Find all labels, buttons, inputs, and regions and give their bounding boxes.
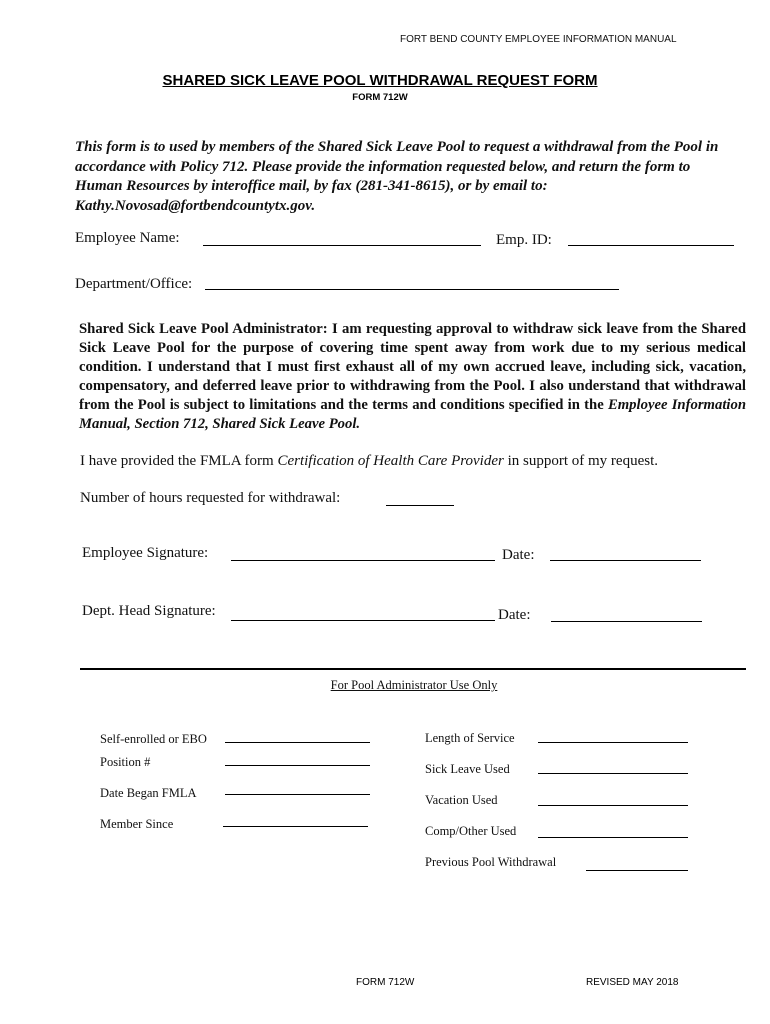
admin-date-began-fmla-field[interactable] xyxy=(225,794,370,795)
dept-head-date-label: Date: xyxy=(498,607,531,623)
fmla-statement-end: in support of my request. xyxy=(503,453,658,469)
employee-name-field[interactable] xyxy=(203,245,481,246)
admin-length-of-service-field[interactable] xyxy=(538,742,688,743)
admin-sick-leave-used-field[interactable] xyxy=(538,773,688,774)
dept-head-signature-field[interactable] xyxy=(231,620,495,621)
emp-id-field[interactable] xyxy=(568,245,734,246)
hours-label: Number of hours requested for withdrawal: xyxy=(80,490,341,506)
employee-signature-label: Employee Signature: xyxy=(82,545,209,561)
form-title: SHARED SICK LEAVE POOL WITHDRAWAL REQUEST FORM xyxy=(162,72,598,89)
department-label: Department/Office: xyxy=(75,276,193,292)
admin-date-began-fmla-label: Date Began FMLA xyxy=(100,786,197,800)
footer-form-code: FORM 712W xyxy=(356,977,415,988)
request-statement-reference: Employee Information Manual, Section 712, Shared Sick Leave Pool. xyxy=(79,397,746,432)
admin-length-of-service-label: Length of Service xyxy=(425,731,515,745)
employee-date-field[interactable] xyxy=(550,560,701,561)
admin-member-since-label: Member Since xyxy=(100,817,174,831)
admin-comp-other-used-label: Comp/Other Used xyxy=(425,824,517,838)
form-code: FORM 712W xyxy=(352,92,408,103)
admin-position-field[interactable] xyxy=(225,765,370,766)
admin-member-since-field[interactable] xyxy=(223,826,368,827)
fmla-statement xyxy=(80,453,658,470)
admin-comp-other-used-field[interactable] xyxy=(538,837,688,838)
admin-position-label: Position # xyxy=(100,755,151,769)
footer-revised-date: REVISED MAY 2018 xyxy=(586,977,679,988)
admin-vacation-used-field[interactable] xyxy=(538,805,688,806)
emp-id-label: Emp. ID: xyxy=(496,232,552,248)
hours-field[interactable] xyxy=(386,505,454,506)
admin-vacation-used-label: Vacation Used xyxy=(425,793,498,807)
request-statement xyxy=(79,320,746,434)
admin-self-enrolled-label: Self-enrolled or EBO xyxy=(100,732,207,746)
dept-head-date-field[interactable] xyxy=(551,621,702,622)
dept-head-signature-label: Dept. Head Signature: xyxy=(82,603,216,619)
department-field[interactable] xyxy=(205,289,619,290)
intro-instructions: This form is to used by members of the Shared Sick Leave Pool to request a withdrawal from the Pool in accordance with Policy 712. Please provide the information requested below, and return the form to Human Resources by interoffice mail, by fax (281-341-8615), or by email to: Kathy.Novosad@fortbendcountytx.gov. xyxy=(75,139,719,214)
admin-sick-leave-used-label: Sick Leave Used xyxy=(425,762,510,776)
employee-name-label: Employee Name: xyxy=(75,230,180,246)
fmla-statement-start: I have provided the FMLA form xyxy=(80,453,278,469)
employee-date-label: Date: xyxy=(502,547,535,563)
employee-signature-field[interactable] xyxy=(231,560,495,561)
fmla-certification-reference: Certification of Health Care Provider xyxy=(277,453,504,469)
admin-previous-pool-withdrawal-label: Previous Pool Withdrawal xyxy=(425,855,557,869)
admin-self-enrolled-field[interactable] xyxy=(225,742,370,743)
request-statement-body: Shared Sick Leave Pool Administrator: I am requesting approval to withdraw sick leave from the Shared Sick Leave Pool for the purpose of covering time spent away from work due to my serious medical condition. I understand that I must first exhaust all of my own accrued leave, including sick, vacation, compensatory, and deferred leave prior to withdrawing from the Pool. I also understand that withdrawal from the Pool is subject to limitations and the terms and conditions specified in the xyxy=(79,321,746,413)
manual-header: FORT BEND COUNTY EMPLOYEE INFORMATION MANUAL xyxy=(400,34,677,45)
admin-section-heading: For Pool Administrator Use Only xyxy=(330,678,498,692)
admin-previous-pool-withdrawal-field[interactable] xyxy=(586,870,688,871)
section-divider xyxy=(80,668,746,670)
